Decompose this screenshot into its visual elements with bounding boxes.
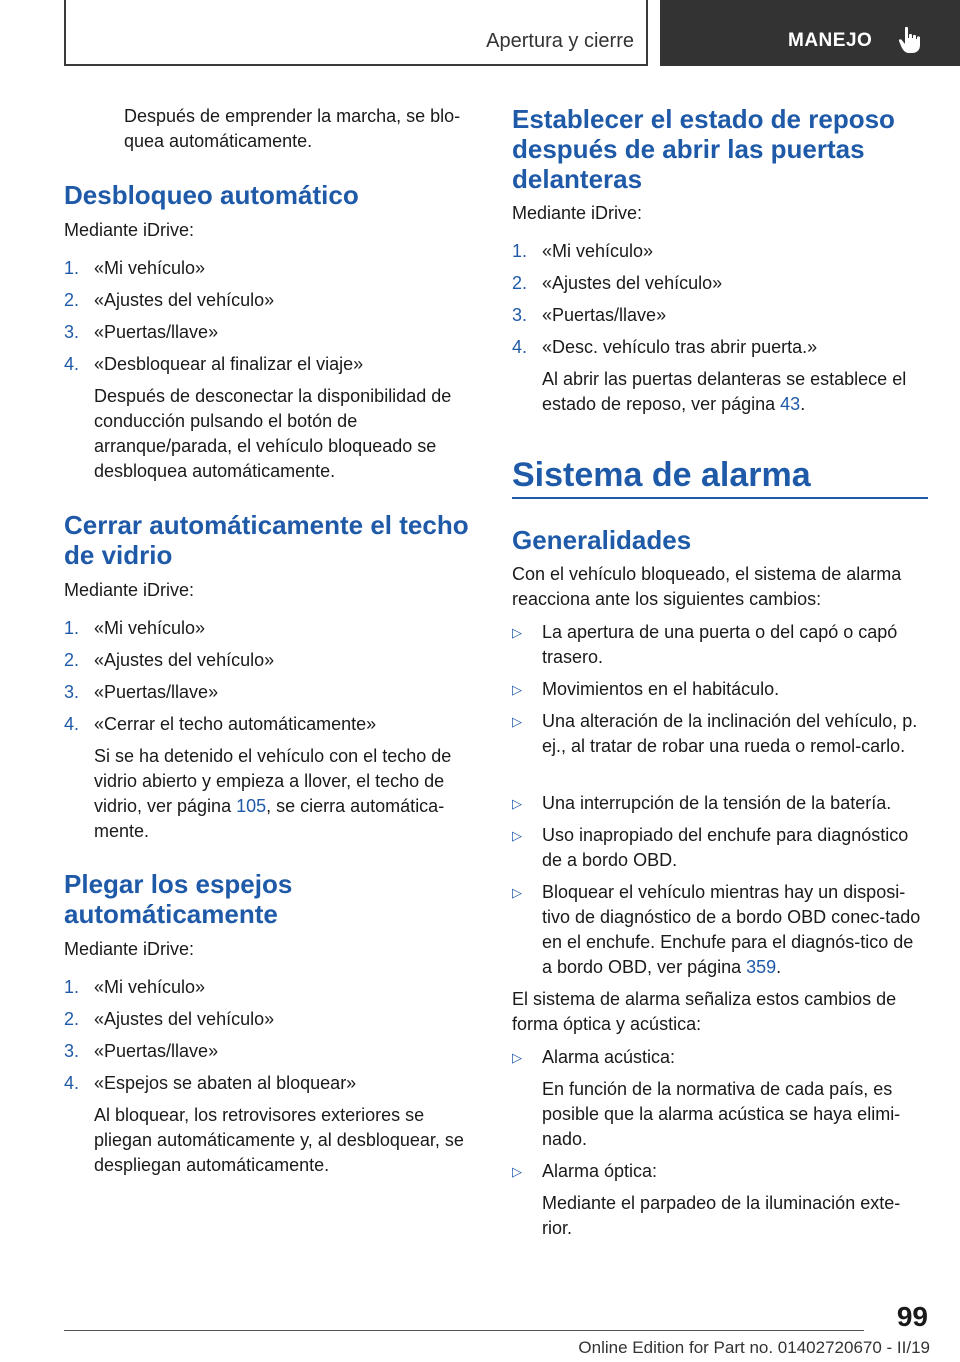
- bullet-text: Movimientos en el habitáculo.: [542, 679, 780, 699]
- note-text: Si se ha detenido el vehículo con el techo de vidrio abierto y empieza a llover, el techo de vidrio, ver página: [94, 746, 452, 816]
- bullet-text: Una alteración de la inclinación del vehículo, p. ej., al tratar de robar una rueda o remol-carlo.: [542, 711, 918, 756]
- step-number: 2.: [64, 1009, 80, 1029]
- note-text: , se cierra automática-mente.: [94, 796, 445, 841]
- header-section-label: Apertura y cierre: [486, 30, 634, 52]
- lead-text: Mediante iDrive:: [512, 203, 643, 223]
- step-note: [94, 744, 480, 844]
- header-section-tab: [64, 0, 648, 66]
- bullet-marker: ▷: [512, 682, 522, 697]
- bullet-marker: ▷: [512, 828, 522, 843]
- step-number: 3.: [64, 1041, 80, 1061]
- step-number: 1.: [64, 977, 80, 997]
- alarm-acoustic-title: Alarma acústica:: [542, 1047, 676, 1067]
- step-text: «Desc. vehículo tras abrir puerta.»: [542, 337, 818, 357]
- alarm-optical-title: Alarma óptica:: [542, 1161, 658, 1181]
- bullet-marker: ▷: [512, 625, 522, 640]
- heading-techo-line2: de vidrio: [64, 540, 173, 570]
- header-chapter-label: MANEJO: [788, 30, 873, 51]
- step-text: «Ajustes del vehículo»: [94, 1009, 275, 1029]
- step-number: 4.: [64, 1073, 80, 1093]
- step-text: «Espejos se abaten al bloquear»: [94, 1073, 357, 1093]
- lead-text: Mediante iDrive:: [64, 220, 195, 240]
- step-note: [542, 367, 928, 417]
- step-note: Al bloquear, los retrovisores exteriores se pliegan automáticamente y, al desbloquear, se despliegan automáticamente.: [94, 1105, 464, 1175]
- step-text: «Mi vehículo»: [94, 258, 206, 278]
- intro-paragraph: Después de emprender la marcha, se blo-quea automáticamente.: [124, 106, 461, 151]
- page-number: 99: [896, 1301, 928, 1332]
- step-number: 2.: [64, 290, 80, 310]
- step-text: «Ajustes del vehículo»: [542, 273, 723, 293]
- alarm-signal-text: El sistema de alarma señaliza estos cambios de forma óptica y acústica:: [512, 989, 897, 1034]
- heading-espejos-line2: automáticamente: [64, 899, 278, 929]
- alarm-intro: Con el vehículo bloqueado, el sistema de alarma reacciona ante los siguientes cambios:: [512, 564, 902, 609]
- page-link-43[interactable]: 43: [780, 394, 801, 414]
- hand-pointer-icon: [898, 25, 924, 55]
- lead-text: Mediante iDrive:: [64, 939, 195, 959]
- note-text: .: [800, 394, 806, 414]
- bullet-marker: ▷: [512, 885, 522, 900]
- step-text: «Cerrar el techo automáticamente»: [94, 714, 377, 734]
- step-text: «Puertas/llave»: [542, 305, 667, 325]
- bullet-text: [542, 880, 928, 980]
- step-text: «Desbloquear al finalizar el viaje»: [94, 354, 364, 374]
- step-text: «Puertas/llave»: [94, 1041, 219, 1061]
- heading-generalidades: Generalidades: [512, 525, 692, 555]
- heading-espejos-line1: Plegar los espejos: [64, 869, 293, 899]
- bullet-text-part: Bloquear el vehículo mientras hay un disposi-tivo de diagnóstico de a bordo OBD conec-tado en el enchufe. Enchufe para el diagnós-tico de a bordo OBD, ver página: [542, 882, 921, 977]
- step-number: 1.: [64, 258, 80, 278]
- step-note: Después de desconectar la disponibilidad de conducción pulsando el botón de arranque/parada, el vehículo bloqueado se desbloquea automáticamente.: [94, 386, 452, 481]
- step-number: 3.: [512, 305, 528, 325]
- heading-reposo-line2: después de abrir las puertas: [512, 134, 865, 164]
- chapter-rule: [512, 497, 928, 499]
- bullet-marker: ▷: [512, 796, 522, 811]
- alarm-optical-text: Mediante el parpadeo de la iluminación exte-rior.: [542, 1193, 901, 1238]
- chapter-title: Sistema de alarma: [512, 456, 811, 494]
- step-text: «Puertas/llave»: [94, 682, 219, 702]
- lead-text: Mediante iDrive:: [64, 580, 195, 600]
- bullet-marker: ▷: [512, 1050, 522, 1065]
- step-text: «Ajustes del vehículo»: [94, 290, 275, 310]
- step-number: 2.: [512, 273, 528, 293]
- page-link-359[interactable]: 359: [746, 957, 777, 977]
- step-number: 4.: [512, 337, 528, 357]
- step-number: 3.: [64, 682, 80, 702]
- heading-reposo-line1: Establecer el estado de reposo: [512, 104, 895, 134]
- heading-desbloqueo: Desbloqueo automático: [64, 180, 359, 210]
- bullet-text-part: .: [776, 957, 782, 977]
- footer-edition: Online Edition for Part no. 01402720670 - II/19: [578, 1338, 930, 1357]
- bullet-text: Uso inapropiado del enchufe para diagnóstico de a bordo OBD.: [542, 825, 909, 870]
- footer-rule: [64, 1330, 864, 1331]
- step-number: 2.: [64, 650, 80, 670]
- heading-reposo-line3: delanteras: [512, 164, 643, 194]
- heading-techo-line1: Cerrar automáticamente el techo: [64, 510, 469, 540]
- step-number: 4.: [64, 714, 80, 734]
- step-number: 3.: [64, 322, 80, 342]
- step-text: «Puertas/llave»: [94, 322, 219, 342]
- bullet-text: La apertura de una puerta o del capó o capó trasero.: [542, 622, 898, 667]
- step-text: «Mi vehículo»: [94, 618, 206, 638]
- step-text: «Mi vehículo»: [94, 977, 206, 997]
- page-link-105[interactable]: 105: [236, 796, 267, 816]
- step-text: «Ajustes del vehículo»: [94, 650, 275, 670]
- step-number: 4.: [64, 354, 80, 374]
- alarm-acoustic-text: En función de la normativa de cada país, es posible que la alarma acústica se haya elimi-nado.: [542, 1079, 901, 1149]
- bullet-marker: ▷: [512, 714, 522, 729]
- step-text: «Mi vehículo»: [542, 241, 654, 261]
- step-number: 1.: [512, 241, 528, 261]
- bullet-text: Una interrupción de la tensión de la batería.: [542, 793, 892, 813]
- header-chapter-tab: [660, 0, 960, 66]
- bullet-marker: ▷: [512, 1164, 522, 1179]
- note-text: Al abrir las puertas delanteras se establece el estado de reposo, ver página: [542, 369, 907, 414]
- step-number: 1.: [64, 618, 80, 638]
